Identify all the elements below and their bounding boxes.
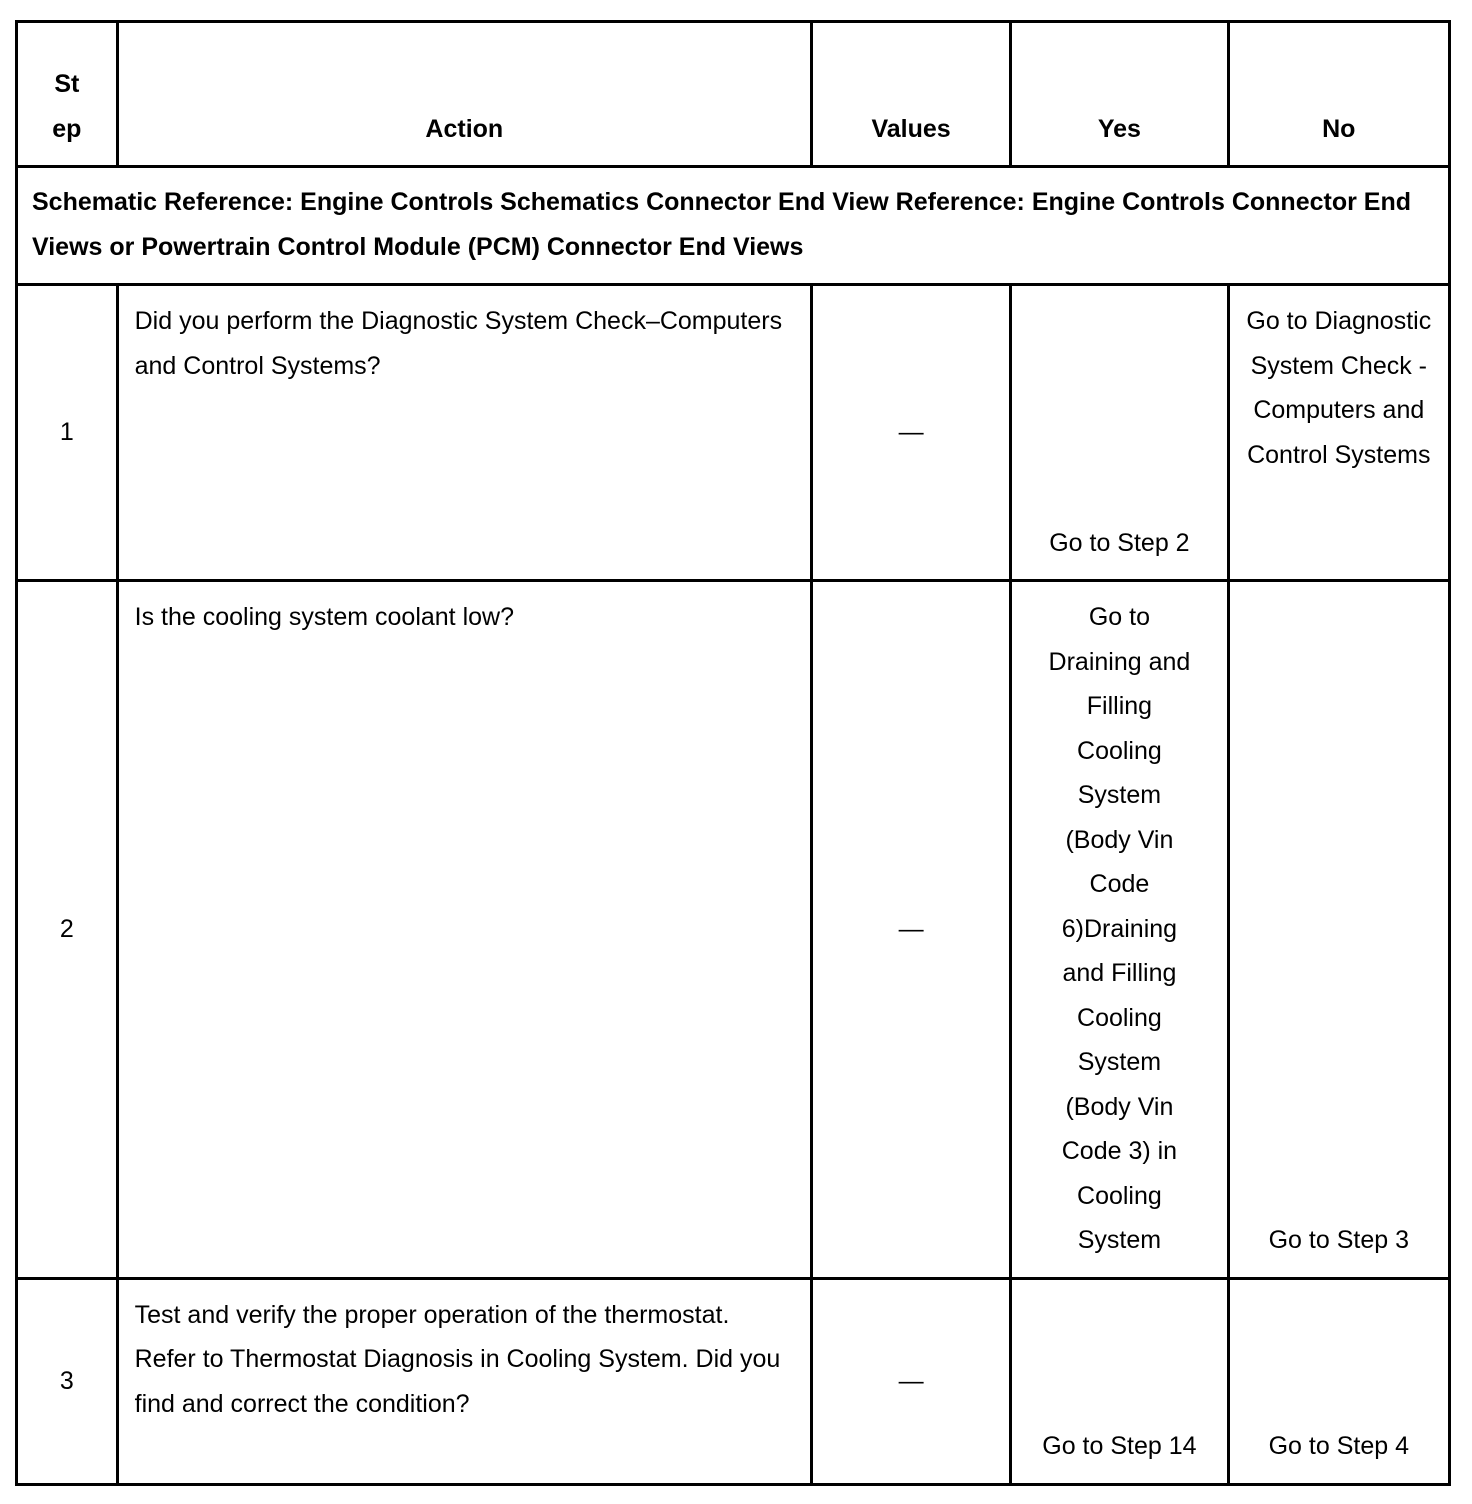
values-cell: — xyxy=(811,1278,1010,1484)
header-action: Action xyxy=(117,22,811,167)
no-cell: Go to Step 4 xyxy=(1228,1278,1449,1484)
step-number: 1 xyxy=(17,285,118,581)
values-cell: — xyxy=(811,581,1010,1279)
no-cell: Go to Diagnostic System Check - Computers and Control Systems xyxy=(1228,285,1449,581)
step-number: 2 xyxy=(17,581,118,1279)
table-row xyxy=(17,1278,1450,1484)
no-cell: Go to Step 3 xyxy=(1228,581,1449,1279)
table-row xyxy=(17,581,1450,1279)
table-row xyxy=(17,285,1450,581)
reference-row xyxy=(17,167,1450,285)
header-yes: Yes xyxy=(1011,22,1228,167)
schematic-reference: Schematic Reference: Engine Controls Schematics Connector End View Reference: Engine Controls Connector End Views or Powertrain Control Module (PCM) Connector End Views xyxy=(17,167,1450,285)
values-cell: — xyxy=(811,285,1010,581)
action-text: Test and verify the proper operation of the thermostat. Refer to Thermostat Diagnosis in Cooling System. Did you find and correct the condition? xyxy=(117,1278,811,1484)
yes-cell: Go to Step 2 xyxy=(1011,285,1228,581)
yes-cell: Go to Draining and Filling Cooling System (Body Vin Code 6)Draining and Filling Cooling System (Body Vin Code 3) in Cooling System xyxy=(1011,581,1228,1279)
header-no: No xyxy=(1228,22,1449,167)
header-step: St ep xyxy=(17,22,118,167)
action-text: Is the cooling system coolant low? xyxy=(117,581,811,1279)
header-values: Values xyxy=(811,22,1010,167)
action-text: Did you perform the Diagnostic System Check–Computers and Control Systems? xyxy=(117,285,811,581)
diagnostic-table xyxy=(15,20,1451,1486)
header-row xyxy=(17,22,1450,167)
step-number: 3 xyxy=(17,1278,118,1484)
yes-cell: Go to Step 14 xyxy=(1011,1278,1228,1484)
